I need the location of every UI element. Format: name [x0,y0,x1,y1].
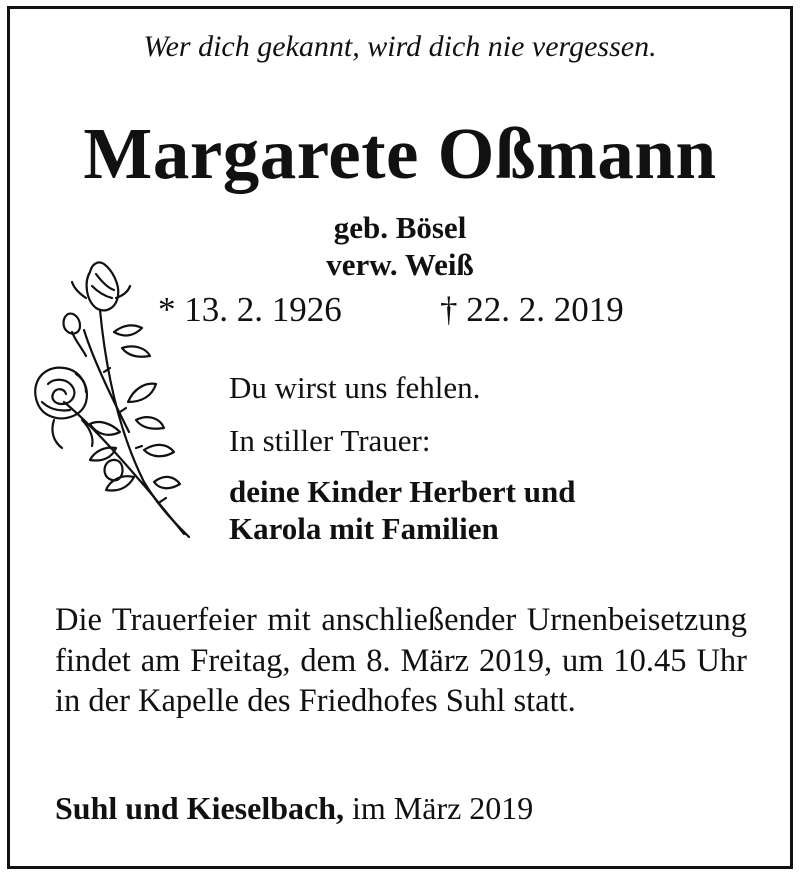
mourning-text: In stiller Trauer: [229,423,431,458]
widowed-name: verw. Weiß [326,247,474,282]
rose-icon [24,252,200,544]
closing-date: im März 2019 [352,790,534,826]
closing-line [55,790,533,827]
mourners-line-2: Karola mit Familien [229,511,499,546]
mourners-line-1: deine Kinder Herbert und [229,474,576,509]
closing-place: Suhl und Kieselbach, [55,790,344,826]
farewell-text: Du wirst uns fehlen. [229,370,481,405]
deceased-name: Margarete Oßmann [83,113,717,194]
maiden-name: geb. Bösel [333,210,467,245]
death-date: † 22. 2. 2019 [440,290,624,329]
motto: Wer dich gekannt, wird dich nie vergessen. [143,30,657,63]
ceremony-paragraph: Die Trauerfeier mit anschließender Urnenbeisetzung findet am Freitag, dem 8. März 2019, um 10.45 Uhr in der Kapelle des Friedhofes Suhl statt. [55,602,747,719]
birth-date: * 13. 2. 1926 [158,290,342,329]
